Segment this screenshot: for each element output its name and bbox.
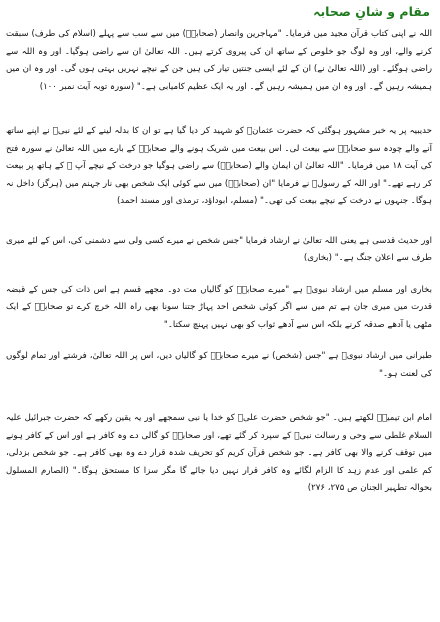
paragraph-hadith-qudsi: اور حدیث قدسی ہے یعنی اللہ تعالیٰ نے ارشاد فرمایا "جس شخص نے میرے کسی ولی سے دشمنی کی، اس کے لئے میری طرف سے اعلان جنگ ہے۔" (بخاری) xyxy=(6,235,432,263)
paragraph-ibn-taymiyyah: امام ابن تیمیہؒ لکھتے ہیں۔ "جو شخص حضرت علیؓ کو خدا یا نبی سمجھے اور یہ یقین رکھے کہ حضرت جبرائیل علیہ السلام غلطی سے وحی و رسالت نبیؐ کے سپرد کر گئے تھے، اور صحابہؓ کو گالی دے وہ کافر ہے اور اس کے کافر ہونے میں توقف کرنے والا بھی کافر ہے۔ جو شخص قرآن کریم کو تحریف شدہ قرار دے وہ بھی کافر ہے۔ جو شخص بزدلی، کم علمی اور عدم زہد کا الزام لگائے وہ کافر قرار نہیں دیا جائے گا مگر سزا کا مستحق ہوگا۔" (الصارم المسلول بحوالہ تطہیر الجنان ص ۲۷۵، ۲۷۶) xyxy=(6,413,432,493)
paragraph-tabarani: طبرانی میں ارشاد نبویؐ ہے "جس (شخص) نے میرے صحابہؓ کو گالیاں دیں، اس پر اللہ تعالیٰ، فرشتے اور تمام لوگوں کی لعنت ہو۔" xyxy=(6,351,432,379)
paragraph-bukhari-muslim: بخاری اور مسلم میں ارشاد نبویؐ ہے "میرے صحابہؓ کو گالیاں مت دو۔ مجھے قسم ہے اس ذات کی جس کے قبضہ قدرت میں میری جان ہے تم میں سے اگر کوئی شخص احد پہاڑ جتنا سونا بھی راہ اللہ خرچ کرے تو صحابہؓ کے ایک مٹھی یا آدھے صدقہ کرنے بلکہ اس سے آدھے ثواب کو بھی نہیں پہنچ سکتا۔" xyxy=(6,284,432,330)
page-title: مقام و شانِ صحابہ xyxy=(313,4,430,19)
paragraph-quran-verse: اللہ نے اپنی کتاب قرآن مجید میں فرمایا۔ "مہاجرین وانصار (صحابہؓ) میں سے سب سے پہلے (اسلام کی طرف) سبقت کرنے والے، اور وہ لوگ جو خلوص کے ساتھ ان کی پیروی کرتے ہیں۔ اللہ تعالیٰ ان سے راضی ہوگیا۔ اور وہ اللہ سے راضی ہوگئے۔ اور (اللہ تعالیٰ نے) ان کے لئے ایسی جنتیں تیار کی ہیں جن کے نیچے نہریں بہتی ہوں گی۔ اور وہ ان میں ہمیشہ رہیں گے۔ اور وہ ان میں ہمیشہ رہیں گے۔ اور یہ ایک عظیم کامیابی ہے۔" (سورہ توبہ آیت نمبر ۱۰۰) xyxy=(6,29,432,92)
paragraph-hudaybiyyah: حدیبیہ پر یہ خبر مشہور ہوگئی کہ حضرت عثمانؓ کو شہید کر دیا گیا ہے تو ان کا بدلہ لینے کے لئے نبیؐ نے اپنے ساتھ آنے والے چودہ سو صحابہؓ سے بیعت لی۔ اس بیعت میں شریک ہونے والے صحابہؓ کے بارے میں اللہ تعالیٰ نے سورہ فتح کی آیت ۱۸ میں فرمایا۔ "اللہ تعالیٰ ان ایمان والے (صحابہؓ) سے راضی ہوگیا جو درخت کے نیچے آپ ﷺ کے ہاتھ پر بیعت کر رہے تھے۔" اور اللہ کے رسولؐ نے فرمایا "ان (صحابہؓ) میں سے کوئی ایک شخص بھی نار جہنم میں (ہرگز) داخل نہ ہوگا۔ جنہوں نے درخت کے نیچے بیعت کی تھی۔" (مسلم، ابوداؤد، ترمذی اور مسند احمد) xyxy=(6,126,432,206)
